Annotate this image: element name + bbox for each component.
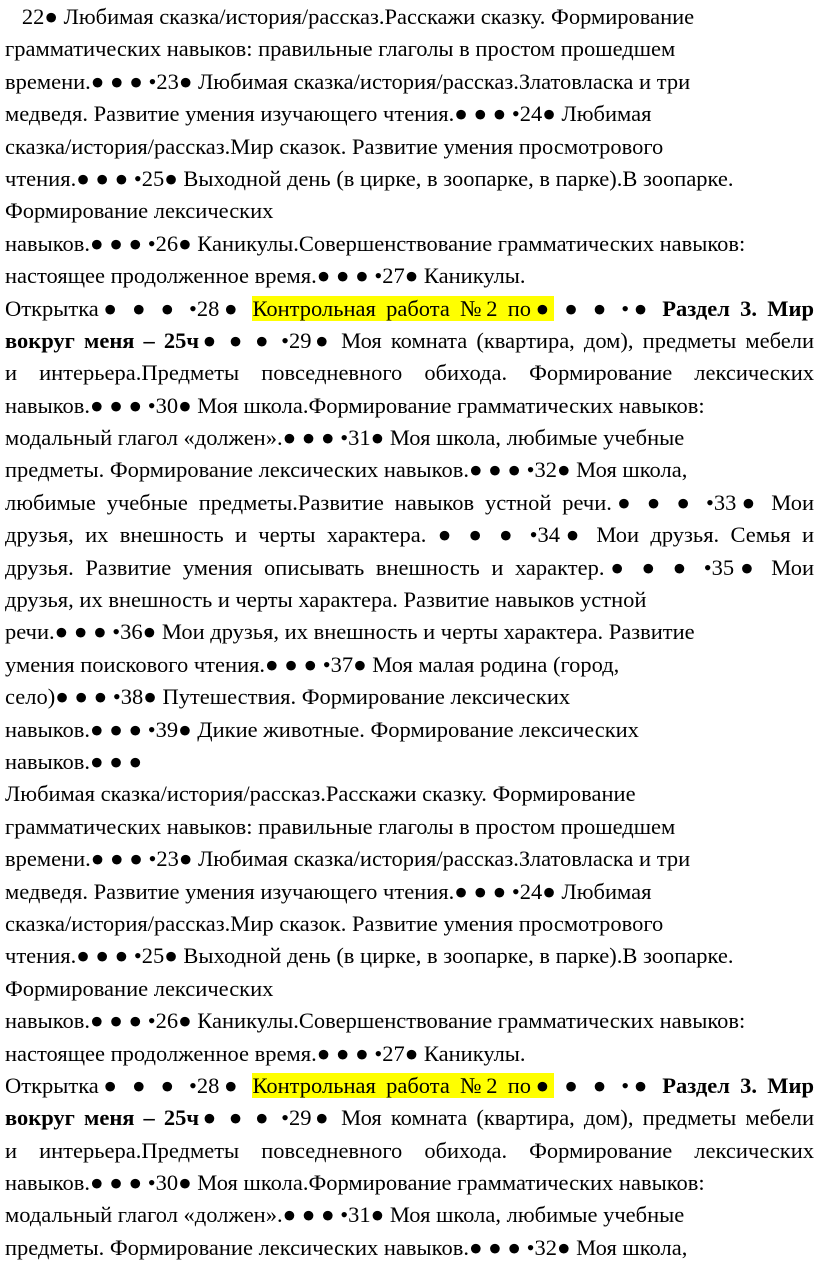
line-text: настоящее продолженное время.● ● ● •27● Каникулы. (5, 263, 526, 289)
highlighted-text: Контрольная работа №2 по● (252, 295, 554, 321)
text-line (5, 519, 814, 551)
text-line (5, 131, 814, 163)
text-line (5, 1232, 814, 1264)
line-text: село)● ● ● •38● Путешествия. Формирование лексических (5, 684, 571, 710)
line-text: навыков.● ● ● •39● Дикие животные. Формирование лексических (5, 716, 639, 742)
text-line (5, 33, 814, 65)
text-line (5, 325, 814, 357)
line-text: времени.● ● ● •23● Любимая сказка/история/рассказ.Златовласка и три (5, 68, 691, 94)
line-text: умения поискового чтения.● ● ● •37● Моя малая родина (город, (5, 651, 620, 677)
text-line (5, 940, 814, 972)
text-line (5, 811, 814, 843)
line-text: ● ● •● (553, 295, 663, 321)
line-text: ● ● ● •29● Моя комната (квартира, дом), предметы мебели (199, 1105, 814, 1131)
document-page (0, 1, 816, 1264)
text-line (5, 714, 814, 746)
text-line (5, 1102, 814, 1134)
section-heading: вокруг меня – 25ч (5, 327, 200, 353)
text-line (5, 908, 814, 940)
text-line (5, 293, 814, 325)
line-text: друзья. Развитие умения описывать внешность и характер.● ● ● •35● Мои (5, 554, 814, 580)
line-text: и интерьера.Предметы повседневного обихода. Формирование лексических (5, 360, 814, 386)
line-text: медведя. Развитие умения изучающего чтения.● ● ● •24● Любимая (5, 878, 652, 904)
line-text: грамматических навыков: правильные глаголы в простом прошедшем (5, 813, 676, 839)
line-text: модальный глагол «должен».● ● ● •31● Моя школа, любимые учебные (5, 425, 685, 451)
text-line (5, 616, 814, 648)
section-heading: Раздел 3. Мир (662, 1072, 814, 1098)
line-text: Формирование лексических (5, 198, 274, 224)
line-text: ● ● •● (553, 1072, 663, 1098)
line-text: сказка/история/рассказ.Мир сказок. Развитие умения просмотрового (5, 133, 664, 159)
line-text: любимые учебные предметы.Развитие навыков устной речи.● ● ● •33● Мои (5, 489, 814, 515)
text-line (5, 454, 814, 486)
text-line (5, 584, 814, 616)
highlighted-text: Контрольная работа №2 по● (252, 1072, 554, 1098)
line-text: навыков.● ● ● •30● Моя школа.Формирование грамматических навыков: (5, 1170, 705, 1196)
text-line (5, 973, 814, 1005)
line-text: Открытка● ● ● •28● (5, 1072, 253, 1098)
line-text: сказка/история/рассказ.Мир сказок. Развитие умения просмотрового (5, 910, 664, 936)
line-text: навыков.● ● ● •26● Каникулы.Совершенствование грамматических навыков: (5, 1008, 746, 1034)
text-line (5, 66, 814, 98)
text-line (5, 390, 814, 422)
section-heading: вокруг меня – 25ч (5, 1105, 200, 1131)
text-line (5, 1, 814, 33)
text-line (5, 1070, 814, 1102)
line-text: навыков.● ● ● •26● Каникулы.Совершенствование грамматических навыков: (5, 230, 746, 256)
line-text: ● ● ● •29● Моя комната (квартира, дом), предметы мебели (199, 327, 814, 353)
text-line (5, 487, 814, 519)
line-text: грамматических навыков: правильные глаголы в простом прошедшем (5, 36, 676, 62)
text-line (5, 1038, 814, 1070)
text-line (5, 1199, 814, 1231)
line-text: времени.● ● ● •23● Любимая сказка/история/рассказ.Златовласка и три (5, 846, 691, 872)
text-line (5, 843, 814, 875)
line-text: настоящее продолженное время.● ● ● •27● Каникулы. (5, 1040, 526, 1066)
line-text: чтения.● ● ● •25● Выходной день (в цирке, в зоопарке, в парке).В зоопарке. (5, 165, 734, 191)
line-text: Открытка● ● ● •28● (5, 295, 253, 321)
document-body (5, 1, 814, 1264)
line-text: Любимая сказка/история/рассказ.Расскажи сказку. Формирование (5, 781, 636, 807)
line-text: 22● Любимая сказка/история/рассказ.Расскажи сказку. Формирование (5, 4, 695, 29)
text-line (5, 552, 814, 584)
text-line (5, 260, 814, 292)
section-heading: Раздел 3. Мир (662, 295, 814, 321)
line-text: навыков.● ● ● •30● Моя школа.Формирование грамматических навыков: (5, 392, 705, 418)
line-text: предметы. Формирование лексических навыков.● ● ● •32● Моя школа, (5, 1234, 688, 1260)
text-line (5, 876, 814, 908)
text-line (5, 681, 814, 713)
text-line (5, 1135, 814, 1167)
text-line (5, 357, 814, 389)
line-text: чтения.● ● ● •25● Выходной день (в цирке, в зоопарке, в парке).В зоопарке. (5, 943, 734, 969)
line-text: навыков.● ● ● (5, 748, 143, 774)
text-line (5, 422, 814, 454)
text-line (5, 778, 814, 810)
text-line (5, 649, 814, 681)
line-text: медведя. Развитие умения изучающего чтения.● ● ● •24● Любимая (5, 101, 652, 127)
text-line (5, 228, 814, 260)
line-text: и интерьера.Предметы повседневного обихода. Формирование лексических (5, 1137, 814, 1163)
line-text: друзья, их внешность и черты характера. ● ● ● •34● Мои друзья. Семья и (5, 522, 814, 548)
line-text: речи.● ● ● •36● Мои друзья, их внешность и черты характера. Развитие (5, 619, 695, 645)
text-line (5, 163, 814, 195)
line-text: предметы. Формирование лексических навыков.● ● ● •32● Моя школа, (5, 457, 688, 483)
line-text: друзья, их внешность и черты характера. Развитие навыков устной (5, 587, 647, 613)
text-line (5, 1005, 814, 1037)
line-text: модальный глагол «должен».● ● ● •31● Моя школа, любимые учебные (5, 1202, 685, 1228)
text-line (5, 195, 814, 227)
text-line (5, 98, 814, 130)
text-line (5, 1167, 814, 1199)
line-text: Формирование лексических (5, 975, 274, 1001)
text-line (5, 746, 814, 778)
